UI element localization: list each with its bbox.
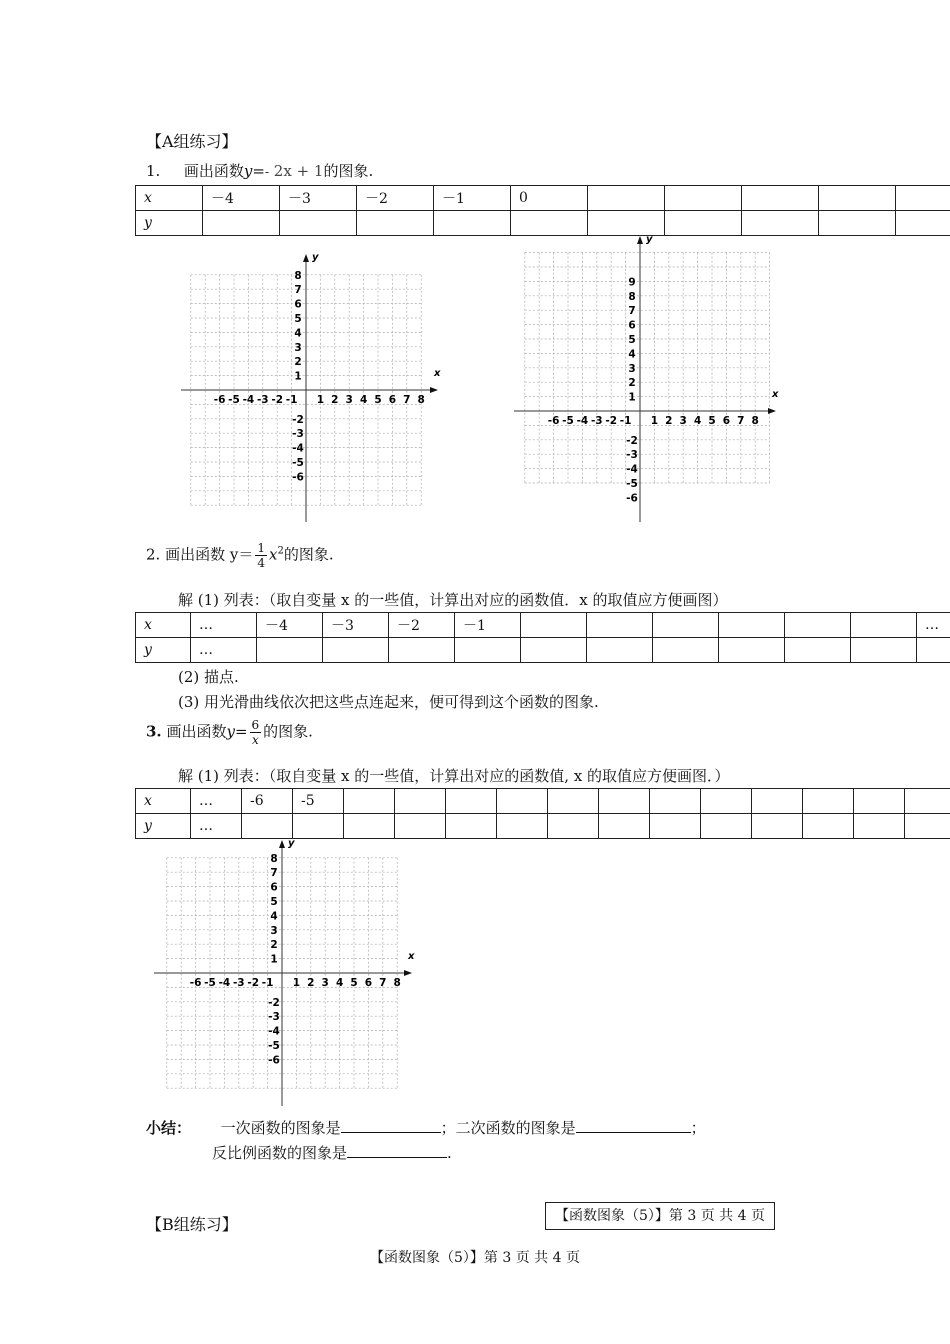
y-tick-label: 8: [270, 852, 278, 865]
y-tick-label: -5: [626, 478, 638, 490]
y-axis-label: y: [312, 252, 319, 263]
y-tick-label: 3: [294, 341, 302, 354]
question-1-number: 1.: [146, 162, 161, 180]
table-cell[interactable]: [599, 789, 650, 814]
table-cell[interactable]: [896, 211, 950, 236]
table-cell[interactable]: －2: [389, 613, 455, 638]
y-tick-label: 6: [294, 298, 302, 311]
table-cell[interactable]: [905, 789, 950, 814]
y-tick-label: -4: [292, 442, 304, 455]
x-tick-label: -5: [228, 394, 240, 406]
question-2-step-2: (2) 描点.: [178, 668, 239, 686]
table-cell[interactable]: [719, 613, 785, 638]
question-2: [146, 541, 334, 570]
table-cell[interactable]: …: [191, 613, 257, 638]
x-tick-label: -1: [285, 394, 298, 406]
table-cell[interactable]: －1: [434, 186, 511, 211]
y-tick-label: 4: [628, 348, 636, 361]
y-tick-label: 6: [628, 319, 636, 332]
question-1-text-pre: 画出函数: [183, 162, 244, 180]
summary-end: .: [447, 1144, 452, 1162]
x-axis-arrow: [404, 970, 412, 976]
question-2-solution: 解 (1) 列表：（取自变量 x 的一些值，计算出对应的函数值．x 的取值应方便画图）: [178, 591, 728, 609]
table-cell[interactable]: [257, 638, 323, 663]
x-tick-label: -5: [562, 415, 574, 427]
table-cell[interactable]: [455, 638, 521, 663]
x-axis-arrow: [768, 408, 776, 414]
question-3-solution: 解 (1) 列表：（取自变量 x 的一些值，计算出对应的函数值, x 的取值应方便画图．）: [178, 767, 730, 785]
y-axis-arrow: [303, 254, 309, 262]
table-cell[interactable]: [587, 638, 653, 663]
table-cell[interactable]: [521, 638, 587, 663]
question-1: [146, 160, 373, 181]
table-cell[interactable]: [389, 638, 455, 663]
table-cell[interactable]: [851, 613, 917, 638]
y-tick-label: -2: [268, 996, 280, 1009]
table-cell[interactable]: [665, 186, 742, 211]
y-tick-label: 1: [270, 953, 278, 966]
table-cell[interactable]: [446, 789, 497, 814]
table-cell[interactable]: [293, 814, 344, 839]
y-axis-arrow: [637, 236, 643, 244]
x-tick-label: -6: [189, 977, 202, 989]
table-cell[interactable]: [344, 789, 395, 814]
y-tick-label: 1: [628, 391, 636, 404]
table-row-label: x: [136, 186, 203, 211]
x-tick-label: -4: [218, 977, 231, 989]
table-cell[interactable]: －3: [323, 613, 389, 638]
table-x-row: [136, 186, 950, 211]
x-axis-label: x: [408, 951, 415, 962]
question-1-var-y: y: [243, 162, 253, 180]
table-row-label: x: [136, 789, 191, 814]
table-cell[interactable]: -6: [242, 789, 293, 814]
x-tick-label: 5: [708, 415, 716, 427]
y-tick-label: 7: [628, 305, 636, 318]
y-tick-label: -4: [268, 1025, 280, 1038]
x-tick-label: -3: [590, 415, 603, 427]
x-tick-label: 1: [316, 394, 325, 406]
coordinate-grid-1: [175, 250, 445, 528]
summary-sep-1: ；: [440, 1119, 456, 1137]
question-3-fraction: [250, 718, 262, 747]
table-cell[interactable]: [653, 613, 719, 638]
y-tick-label: 3: [270, 924, 278, 937]
table-y-row: [136, 638, 950, 663]
table-cell[interactable]: …: [191, 814, 242, 839]
y-tick-label: 8: [294, 269, 302, 282]
table-cell[interactable]: [719, 638, 785, 663]
q2-table: [135, 612, 950, 663]
table-cell[interactable]: －4: [257, 613, 323, 638]
table-x-row: [136, 613, 950, 638]
question-3-number: 3.: [146, 722, 162, 741]
x-tick-label: 1: [650, 415, 659, 427]
question-2-frac-den: 4: [257, 556, 265, 570]
table-cell[interactable]: [742, 186, 819, 211]
table-cell[interactable]: [752, 789, 803, 814]
table-cell[interactable]: 0: [511, 186, 588, 211]
table-row-label: y: [136, 638, 191, 663]
linear-answer-blank[interactable]: [341, 1118, 441, 1133]
x-tick-label: -6: [547, 415, 560, 427]
x-axis-label: x: [434, 368, 441, 379]
question-3-frac-num: 6: [251, 718, 260, 732]
x-tick-label: 4: [693, 415, 702, 427]
y-tick-label: 5: [270, 896, 278, 908]
table-row-label: y: [136, 814, 191, 839]
y-axis-arrow: [279, 840, 285, 848]
x-axis-arrow: [430, 387, 438, 393]
table-cell[interactable]: [395, 789, 446, 814]
table-row-label: x: [136, 613, 191, 638]
x-tick-label: 2: [331, 394, 339, 406]
x-tick-label: 1: [292, 977, 301, 989]
table-cell[interactable]: [280, 211, 357, 236]
y-axis-label: y: [288, 838, 295, 849]
table-y-row: [136, 814, 950, 839]
table-row-label: y: [136, 211, 203, 236]
table-cell[interactable]: [587, 613, 653, 638]
y-tick-label: -3: [268, 1011, 280, 1024]
table-cell[interactable]: [242, 814, 293, 839]
table-cell[interactable]: [395, 814, 446, 839]
section-a-title: 【A组练习】: [146, 132, 238, 151]
y-tick-label: -4: [626, 463, 638, 476]
y-tick-label: 5: [628, 334, 636, 346]
question-3-text-post: 的图象.: [263, 722, 313, 741]
x-tick-label: 8: [417, 394, 425, 406]
table-cell[interactable]: [819, 186, 896, 211]
q3-table: [135, 788, 950, 839]
table-cell[interactable]: [896, 186, 950, 211]
table-cell[interactable]: [803, 814, 854, 839]
table-cell[interactable]: [854, 789, 905, 814]
x-tick-label: -1: [619, 415, 632, 427]
section-b-title: 【B组练习】: [146, 1215, 238, 1234]
summary-linear-label: 一次函数的图象是: [220, 1119, 341, 1137]
y-tick-label: 9: [628, 276, 636, 289]
table-cell[interactable]: [203, 211, 280, 236]
table-cell[interactable]: －2: [357, 186, 434, 211]
y-tick-label: -6: [268, 1054, 280, 1067]
x-tick-label: 4: [335, 977, 344, 989]
x-tick-label: 4: [359, 394, 368, 406]
x-tick-label: 2: [665, 415, 673, 427]
question-2-step-3: (3) 用光滑曲线依次把这些点连起来，便可得到这个函数的图象.: [178, 693, 599, 711]
table-cell[interactable]: [701, 789, 752, 814]
x-tick-label: -1: [261, 977, 274, 989]
table-cell[interactable]: [851, 638, 917, 663]
table-cell[interactable]: [819, 211, 896, 236]
y-tick-label: -2: [292, 413, 304, 426]
table-x-row: [136, 789, 950, 814]
x-tick-label: -2: [605, 415, 618, 427]
summary-line-2: [212, 1142, 452, 1163]
x-tick-label: 6: [388, 394, 397, 406]
question-3: [146, 718, 313, 747]
q1-table: [135, 185, 950, 236]
x-tick-label: 8: [393, 977, 401, 989]
page-footer: 【函数图象（5）】第 3 页 共 4 页: [370, 1250, 580, 1266]
y-tick-label: 1: [294, 370, 302, 383]
question-1-minus: -: [264, 165, 270, 179]
summary-sep-2: ；: [690, 1119, 706, 1137]
x-tick-label: -5: [204, 977, 216, 989]
table-cell[interactable]: [653, 638, 719, 663]
table-cell[interactable]: [701, 814, 752, 839]
y-tick-label: 7: [294, 284, 302, 297]
table-cell[interactable]: …: [191, 789, 242, 814]
x-tick-label: -3: [232, 977, 245, 989]
table-cell[interactable]: [785, 638, 851, 663]
x-tick-label: 6: [722, 415, 731, 427]
table-cell[interactable]: [588, 186, 665, 211]
summary-quadratic-label: 二次函数的图象是: [455, 1119, 576, 1137]
x-tick-label: 8: [751, 415, 759, 427]
x-tick-label: -2: [271, 394, 284, 406]
page-info-box: 【函数图象（5）】第 3 页 共 4 页: [545, 1202, 775, 1230]
x-tick-label: 5: [350, 977, 358, 989]
x-tick-label: 3: [321, 977, 329, 989]
x-tick-label: 5: [374, 394, 382, 406]
summary-label: 小结：: [146, 1119, 192, 1137]
x-axis-label: x: [772, 389, 779, 400]
table-cell[interactable]: …: [917, 613, 950, 638]
question-2-text-pre: 2. 画出函数 y＝: [146, 545, 254, 564]
x-tick-label: -3: [256, 394, 269, 406]
x-tick-label: 3: [345, 394, 353, 406]
y-tick-label: 4: [294, 327, 302, 340]
x-tick-label: 2: [307, 977, 315, 989]
table-cell[interactable]: [785, 613, 851, 638]
question-3-eq: =: [234, 722, 248, 741]
x-tick-label: 7: [379, 977, 387, 989]
y-tick-label: -5: [292, 457, 304, 469]
x-tick-label: 3: [679, 415, 687, 427]
y-tick-label: 8: [628, 290, 636, 303]
table-cell[interactable]: [650, 789, 701, 814]
y-tick-label: -6: [292, 471, 304, 484]
table-cell[interactable]: [917, 638, 950, 663]
y-tick-label: 3: [628, 362, 636, 375]
y-axis-label: y: [646, 234, 653, 245]
x-tick-label: 6: [364, 977, 373, 989]
quadratic-answer-blank[interactable]: [576, 1118, 691, 1133]
y-tick-label: 2: [294, 356, 302, 369]
y-tick-label: -5: [268, 1040, 280, 1052]
table-cell[interactable]: [548, 814, 599, 839]
table-cell[interactable]: …: [191, 638, 257, 663]
question-2-sup: 2: [277, 545, 284, 557]
table-cell[interactable]: [497, 814, 548, 839]
table-cell[interactable]: [548, 789, 599, 814]
table-cell[interactable]: －4: [203, 186, 280, 211]
table-cell[interactable]: [357, 211, 434, 236]
y-tick-label: 5: [294, 313, 302, 325]
table-cell[interactable]: [434, 211, 511, 236]
table-cell[interactable]: [650, 814, 701, 839]
coordinate-grid-2: [512, 232, 787, 524]
question-1-expr: 2x + 1: [273, 162, 324, 180]
table-cell[interactable]: [521, 613, 587, 638]
x-tick-label: -4: [576, 415, 589, 427]
question-3-frac-den: x: [251, 733, 259, 747]
y-tick-label: 4: [270, 910, 278, 923]
y-tick-label: -6: [626, 492, 638, 505]
question-2-text-post: 的图象.: [283, 545, 334, 564]
question-3-text-pre: 画出函数: [166, 722, 227, 741]
question-1-eq: =: [252, 162, 265, 180]
y-tick-label: -2: [626, 434, 638, 447]
table-cell[interactable]: －1: [455, 613, 521, 638]
table-cell[interactable]: [752, 814, 803, 839]
x-tick-label: -4: [242, 394, 255, 406]
y-tick-label: 2: [628, 377, 636, 390]
y-tick-label: 2: [270, 939, 278, 952]
table-cell[interactable]: [599, 814, 650, 839]
x-tick-label: -6: [213, 394, 226, 406]
x-tick-label: 7: [403, 394, 411, 406]
y-tick-label: 7: [270, 867, 278, 880]
question-2-var: x: [268, 545, 278, 564]
y-tick-label: -3: [626, 449, 638, 462]
table-cell[interactable]: [905, 814, 950, 839]
table-cell[interactable]: [323, 638, 389, 663]
table-cell[interactable]: [446, 814, 497, 839]
table-cell[interactable]: [854, 814, 905, 839]
inverse-answer-blank[interactable]: [347, 1143, 447, 1158]
table-cell[interactable]: -5: [293, 789, 344, 814]
question-3-var-y: y: [226, 722, 235, 741]
summary-line-1: [146, 1117, 706, 1138]
y-tick-label: 6: [270, 881, 278, 894]
table-cell[interactable]: [344, 814, 395, 839]
y-tick-label: -3: [292, 428, 304, 441]
x-tick-label: 7: [737, 415, 745, 427]
x-tick-label: -2: [247, 977, 260, 989]
question-1-text-post: 的图象.: [323, 162, 374, 180]
table-cell[interactable]: －3: [280, 186, 357, 211]
question-2-frac-num: 1: [257, 541, 265, 555]
summary-inverse-label: 反比例函数的图象是: [212, 1144, 348, 1162]
question-2-fraction: [255, 541, 267, 570]
table-cell[interactable]: [803, 789, 854, 814]
table-cell[interactable]: [497, 789, 548, 814]
coordinate-grid-3: [152, 838, 420, 1108]
